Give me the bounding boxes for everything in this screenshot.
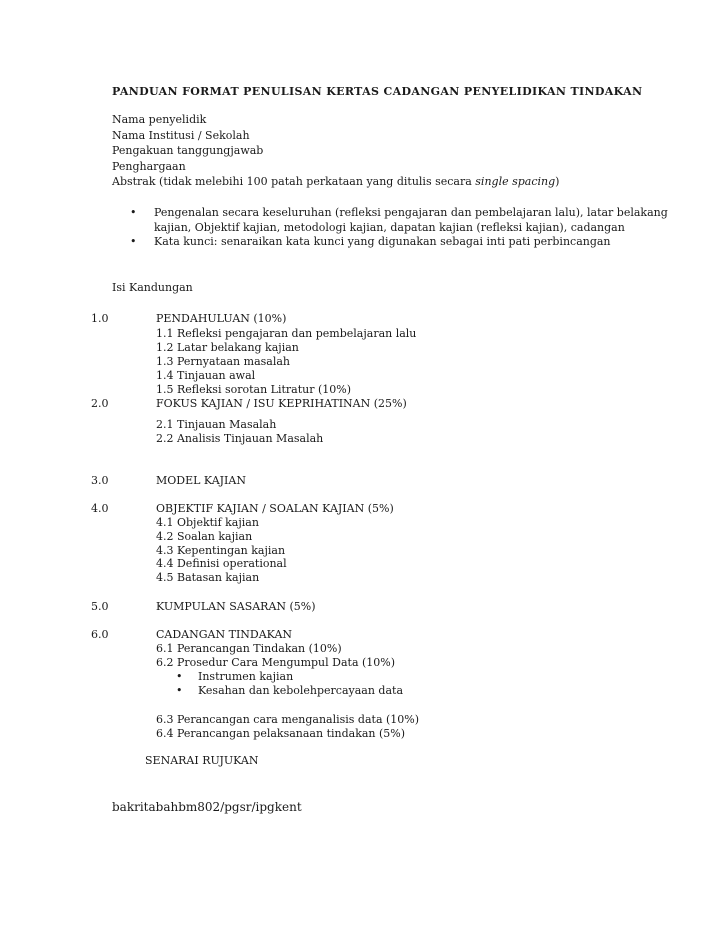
abstract-bullet-2: Kata kunci: senaraikan kata kunci yang digunakan sebagai inti pati perbincangan <box>154 235 611 248</box>
toc-item: 1.2 Latar belakang kajian <box>156 341 299 354</box>
section-title: KUMPULAN SASARAN (5%) <box>156 600 316 613</box>
toc-item: 2.1 Tinjauan Masalah <box>156 418 277 431</box>
section-title: OBJEKTIF KAJIAN / SOALAN KAJIAN (5%) <box>156 502 394 515</box>
toc-item: 6.2 Prosedur Cara Mengumpul Data (10%) <box>156 656 396 669</box>
toc-sub-bullet: Instrumen kajian <box>198 670 294 683</box>
abstract-emphasis: single spacing <box>475 175 556 188</box>
abstract-line <box>112 175 559 189</box>
front-matter-researcher-name: Nama penyelidik <box>112 113 207 126</box>
abstract-suffix: ) <box>555 175 560 188</box>
toc-item: 4.5 Batasan kajian <box>156 571 260 584</box>
toc-item: 6.1 Perancangan Tindakan (10%) <box>156 642 342 655</box>
toc-item: 1.1 Refleksi pengajaran dan pembelajaran lalu <box>156 327 417 340</box>
toc-item: 2.2 Analisis Tinjauan Masalah <box>156 432 324 445</box>
section-number: 3.0 <box>91 474 109 487</box>
toc-item: 4.1 Objektif kajian <box>156 516 259 529</box>
toc-item: 4.2 Soalan kajian <box>156 530 253 543</box>
toc-item: 6.3 Perancangan cara menganalisis data (10%) <box>156 713 420 726</box>
toc-item: 4.4 Definisi operational <box>156 557 287 570</box>
section-number: 1.0 <box>91 312 109 325</box>
footer-text: bakritabahbm802/pgsr/ipgkent <box>112 800 302 814</box>
section-number: 6.0 <box>91 628 109 641</box>
abstract-bullet-1-line1: Pengenalan secara keseluruhan (refleksi pengajaran dan pembelajaran lalu), latar belakang <box>154 206 668 219</box>
section-number: 5.0 <box>91 600 109 613</box>
front-matter-institution: Nama Institusi / Sekolah <box>112 129 250 142</box>
bullet-icon: • <box>176 670 183 683</box>
toc-heading: Isi Kandungan <box>112 281 193 294</box>
abstract-label: Abstrak (tidak melebihi 100 patah perkataan yang ditulis secara <box>112 175 476 188</box>
section-title: MODEL KAJIAN <box>156 474 246 487</box>
section-title: PENDAHULUAN (10%) <box>156 312 287 325</box>
toc-item: 1.4 Tinjauan awal <box>156 369 256 382</box>
section-number: 4.0 <box>91 502 109 515</box>
front-matter-declaration: Pengakuan tanggungjawab <box>112 144 264 157</box>
bullet-icon: • <box>130 206 137 219</box>
bullet-icon: • <box>130 235 137 248</box>
abstract-bullet-1-line2: kajian, Objektif kajian, metodologi kajian, dapatan kajian (refleksi kajian), cadangan <box>154 221 625 234</box>
page-title: PANDUAN FORMAT PENULISAN KERTAS CADANGAN PENYELIDIKAN TINDAKAN <box>112 85 643 98</box>
front-matter-acknowledgement: Penghargaan <box>112 160 186 173</box>
toc-item: 1.5 Refleksi sorotan Litratur (10%) <box>156 383 352 396</box>
references-heading: SENARAI RUJUKAN <box>145 754 259 767</box>
toc-item: 4.3 Kepentingan kajian <box>156 544 286 557</box>
section-title: CADANGAN TINDAKAN <box>156 628 293 641</box>
toc-item: 6.4 Perancangan pelaksanaan tindakan (5%) <box>156 727 406 740</box>
section-title: FOKUS KAJIAN / ISU KEPRIHATINAN (25%) <box>156 397 407 410</box>
bullet-icon: • <box>176 684 183 697</box>
toc-item: 1.3 Pernyataan masalah <box>156 355 290 368</box>
toc-sub-bullet: Kesahan dan kebolehpercayaan data <box>198 684 404 697</box>
section-number: 2.0 <box>91 397 109 410</box>
